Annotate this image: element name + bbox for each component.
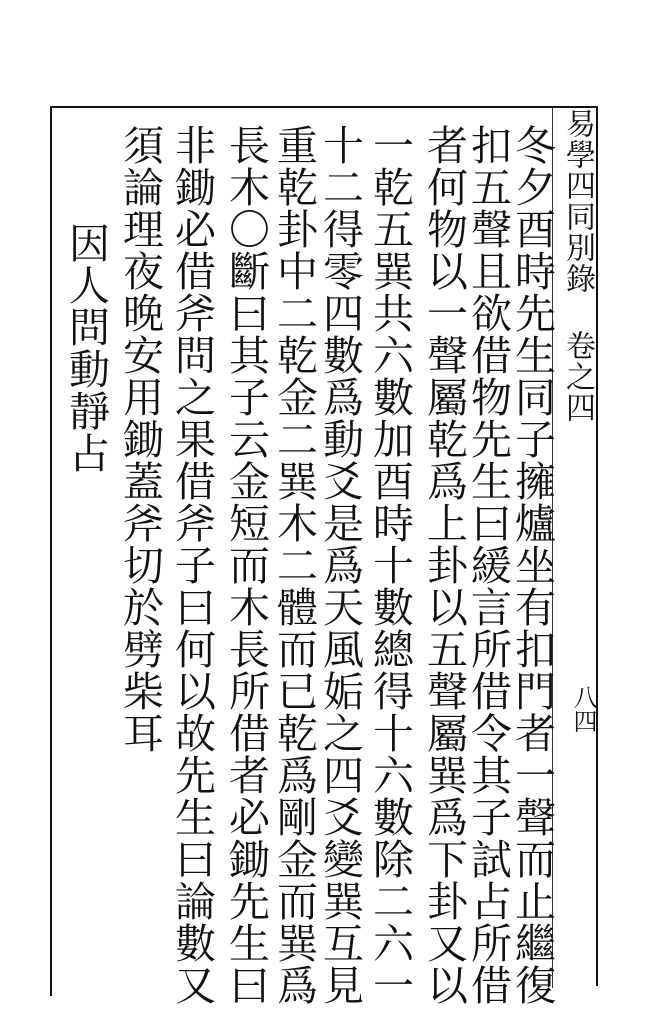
text-column-6: 重乾卦中二乾金二巽木二體而已乾爲剛金而巽爲 bbox=[270, 124, 318, 1006]
page-header-title: 易學四同別錄 bbox=[560, 108, 595, 294]
text-column-5: 十二得零四數爲動爻是爲天風姤之四爻變巽互見 bbox=[316, 124, 364, 1006]
folio-number: 八四 bbox=[569, 685, 597, 733]
page-header-volume: 卷之四 bbox=[560, 330, 595, 423]
text-column-7: 長木〇斷曰其子云金短而木長所借者必鋤先生曰 bbox=[222, 124, 270, 1006]
page-frame-top bbox=[50, 106, 598, 108]
text-column-8: 非鋤必借斧問之果借斧子曰何以故先生曰論數又 bbox=[168, 124, 216, 1006]
text-column-9: 須論理夜晚安用鋤蓋斧切於劈柴耳 bbox=[116, 124, 164, 754]
page-frame-right bbox=[596, 106, 598, 986]
text-column-3: 者何物以一聲屬乾爲上卦以五聲屬巽爲下卦又以 bbox=[420, 124, 468, 1006]
text-column-2: 扣五聲且欲借物先生曰緩言所借令其子試占所借 bbox=[464, 124, 512, 1006]
text-column-1: 冬夕酉時先生同子擁爐坐有扣門者一聲而止繼復 bbox=[508, 124, 556, 1006]
page-frame-left bbox=[50, 106, 52, 996]
section-heading: 因人問動靜占 bbox=[62, 222, 110, 474]
text-column-4: 一乾五巽共六數加酉時十數總得十六數除二六一 bbox=[366, 124, 414, 1006]
